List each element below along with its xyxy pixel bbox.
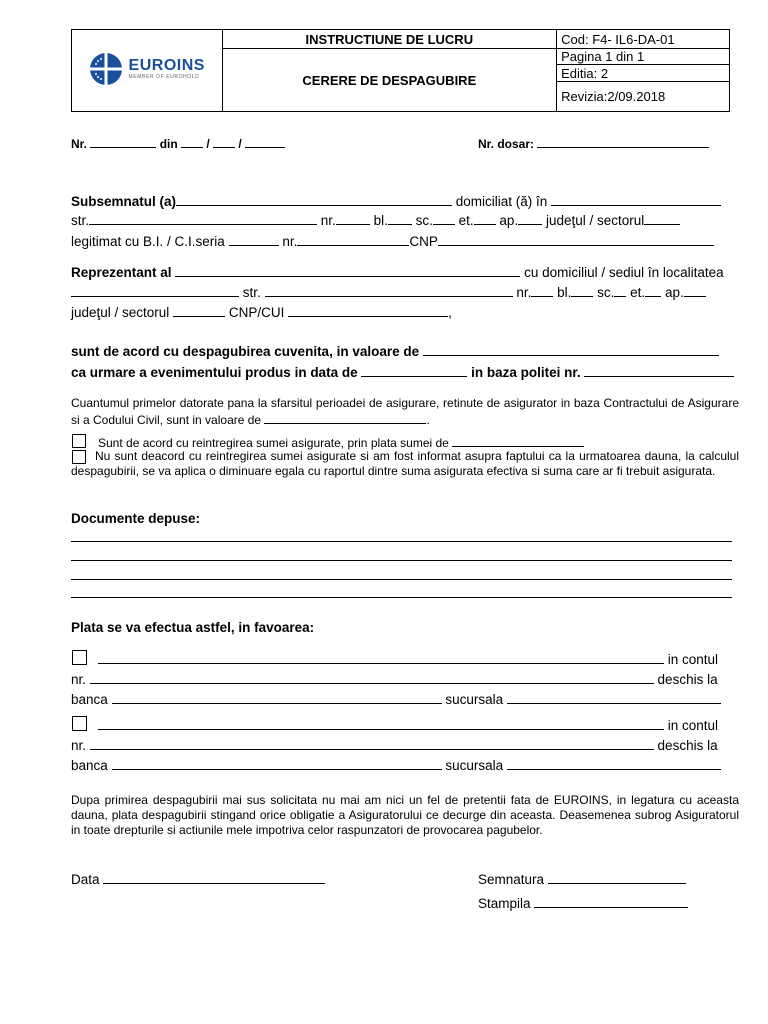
- rep-floor-field[interactable]: [645, 284, 661, 297]
- logo-subtitle: MEMBER OF EUROHOLD: [128, 74, 200, 80]
- request-number-row: Nr. din / /: [71, 135, 285, 151]
- rep-locality-field[interactable]: [71, 284, 239, 297]
- id-row: legitimat cu B.I. / C.I.seria nr. CNP: [71, 233, 714, 249]
- nr-field[interactable]: [90, 135, 156, 148]
- county-field[interactable]: [644, 212, 680, 225]
- header-table: [71, 29, 730, 112]
- street-field[interactable]: [89, 212, 317, 225]
- payment-2-bank-field[interactable]: [112, 757, 442, 770]
- premiums-paragraph: Cuantumul primelor datorate pana la sfarsitul perioadei de asigurare, retinute de asigurator in baza Contractului de Asigurare si a Codului Civil, sunt in valoare de .: [71, 396, 739, 427]
- month-field[interactable]: [213, 135, 235, 148]
- documents-line-1[interactable]: [71, 541, 732, 542]
- revision: Revizia:2/09.2018: [557, 81, 730, 111]
- block-field[interactable]: [388, 212, 412, 225]
- payment-2-bank-row: banca sucursala: [71, 757, 721, 773]
- rep-block-field[interactable]: [571, 284, 593, 297]
- floor-field[interactable]: [474, 212, 496, 225]
- payment-2-beneficiary-field[interactable]: [98, 717, 664, 730]
- euroins-logo: [89, 52, 205, 86]
- event-date-field[interactable]: [361, 364, 467, 377]
- agreement-label: sunt de acord cu despagubirea cuvenita, in valoare de: [71, 344, 420, 359]
- payment-1-bank-field[interactable]: [112, 691, 442, 704]
- payment-1-account-row: nr. deschis la: [71, 672, 718, 687]
- domicile-field[interactable]: [551, 193, 721, 206]
- subsemnatul-row: [71, 193, 721, 209]
- logo-name: EUROINS: [128, 57, 205, 74]
- documents-line-3[interactable]: [71, 579, 732, 580]
- din-label: din: [159, 137, 178, 151]
- payment-1-beneficiary-row: in contul: [98, 651, 718, 667]
- documents-label: Documente depuse:: [71, 511, 201, 526]
- cnp-field[interactable]: [438, 233, 714, 246]
- street-number-field[interactable]: [336, 212, 370, 225]
- id-number-field[interactable]: [297, 233, 409, 246]
- documents-line-4[interactable]: [71, 597, 732, 598]
- rep-number-field[interactable]: [531, 284, 553, 297]
- rep-cnp-cui-field[interactable]: [288, 304, 448, 317]
- option-reinstate-text: Sunt de acord cu reintregirea sumei asigurate, prin plata sumei de: [98, 434, 738, 451]
- document-title: CERERE DE DESPAGUBIRE: [222, 49, 557, 112]
- payment-1-account-field[interactable]: [90, 671, 654, 684]
- payment-option-2-checkbox[interactable]: [72, 716, 87, 731]
- reprezentant-row: Reprezentant al cu domiciliul / sediul în localitatea: [71, 265, 724, 280]
- page-number: Pagina 1 din 1: [557, 49, 730, 65]
- event-row: [71, 364, 734, 380]
- day-field[interactable]: [181, 135, 203, 148]
- payment-1-beneficiary-field[interactable]: [98, 651, 664, 664]
- event-label: ca urmare a evenimentului produs in data de: [71, 365, 358, 380]
- reinstate-amount-field[interactable]: [452, 434, 584, 447]
- payment-option-1-checkbox[interactable]: [72, 650, 87, 665]
- rep-street-field[interactable]: [265, 284, 513, 297]
- stamp-field[interactable]: [534, 895, 688, 908]
- subsemnatul-label: Subsemnatul (a): [71, 194, 177, 209]
- nr-dosar-field[interactable]: [537, 135, 709, 148]
- signature-field[interactable]: [548, 871, 686, 884]
- payment-1-branch-field[interactable]: [507, 691, 721, 704]
- represented-field[interactable]: [175, 264, 520, 277]
- option-no-reinstate-text: Nu sunt deacord cu reintregirea sumei asigurate si am fost informat asupra faptului ca la urmatoarea dauna, la calculul despagubirii, se va aplica o diminuare egala cu raportul dintre suma asigurata efectiva si suma care ar fi trebuit asigurata.: [71, 449, 739, 478]
- option-reinstate-checkbox[interactable]: [72, 434, 86, 448]
- year-field[interactable]: [245, 135, 285, 148]
- rep-apartment-field[interactable]: [684, 284, 706, 297]
- premiums-amount-field[interactable]: [264, 411, 426, 424]
- edition: Editia: 2: [557, 65, 730, 81]
- payment-1-bank-row: banca sucursala: [71, 691, 721, 707]
- stamp-row: Stampila: [478, 895, 688, 911]
- euroins-globe-icon: [89, 52, 123, 86]
- payment-2-account-field[interactable]: [90, 737, 654, 750]
- nr-label: Nr.: [71, 137, 88, 151]
- apartment-field[interactable]: [518, 212, 542, 225]
- documents-line-2[interactable]: [71, 560, 732, 561]
- rep-county-row: judeţul / sectorul CNP/CUI ,: [71, 305, 452, 320]
- doc-code: Cod: F4- IL6-DA-01: [557, 30, 730, 49]
- agreement-row: [71, 343, 719, 359]
- instruction-title: INSTRUCTIUNE DE LUCRU: [222, 30, 557, 49]
- date-row: Data: [71, 871, 325, 887]
- address-row: str. nr. bl. sc. et. ap. judeţul / sectorul: [71, 212, 680, 228]
- policy-label: in baza politei nr.: [471, 365, 581, 380]
- domiciliat-label: domiciliat (ă) în: [455, 194, 548, 209]
- final-declaration-paragraph: Dupa primirea despagubirii mai sus solicitata nu mai am nici un fel de pretentii fata de EUROINS, in legatura cu aceasta dauna, plata despagubirii stingand orice obligatie a Asiguratorului ce decurge din aceasta. Deasemenea subrog Asiguratorul in toate drepturile si actiunile mele impotriva celor raspunzatori de provocarea pagubelor.: [71, 793, 739, 837]
- nr-dosar-label: Nr. dosar:: [478, 137, 535, 151]
- staircase-field[interactable]: [433, 212, 455, 225]
- date-field[interactable]: [103, 871, 325, 884]
- name-field[interactable]: [176, 193, 452, 206]
- logo-cell: [72, 30, 223, 112]
- reprezentant-label: Reprezentant al: [71, 265, 172, 280]
- payment-2-branch-field[interactable]: [507, 757, 721, 770]
- file-number-row: [478, 135, 709, 151]
- payment-label: Plata se va efectua astfel, in favoarea:: [71, 620, 315, 635]
- rep-address-row: str. nr. bl. sc. et. ap.: [71, 284, 706, 300]
- signature-row: Semnatura: [478, 871, 686, 887]
- rep-county-field[interactable]: [173, 304, 225, 317]
- policy-number-field[interactable]: [584, 364, 734, 377]
- rep-staircase-field[interactable]: [614, 284, 626, 297]
- payment-2-beneficiary-row: in contul: [98, 717, 718, 733]
- amount-field[interactable]: [423, 343, 719, 356]
- id-series-field[interactable]: [229, 233, 279, 246]
- payment-2-account-row: nr. deschis la: [71, 738, 718, 753]
